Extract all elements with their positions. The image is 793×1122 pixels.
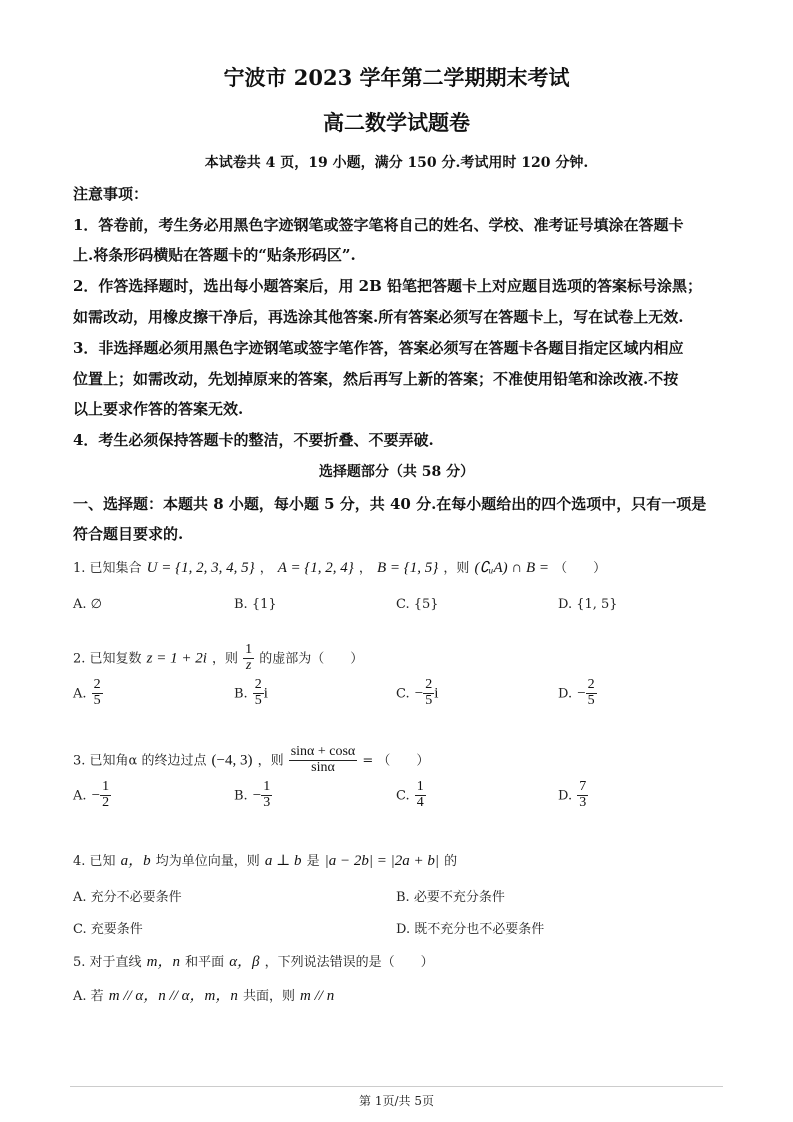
q3-option-a (73, 780, 111, 810)
q2-option-a (73, 678, 103, 708)
q5-planes: α，β (229, 954, 260, 970)
question-1 (73, 557, 606, 577)
q1-comma: ， (358, 561, 372, 576)
q3-a-den: 2 (102, 794, 110, 810)
note-4: 4．考生必须保持答题卡的整洁，不要折叠、不要弄破. (73, 431, 434, 449)
q1-set-u: U = {1, 2, 3, 4, 5} (146, 560, 255, 576)
q2-option-b (234, 678, 268, 708)
q4-condition: |a − 2b| = |2a + b| (324, 853, 440, 869)
q3-paren: = （ ） (362, 753, 430, 769)
q1-option-d: D. {1, 5} (558, 597, 618, 612)
q2-a-num: 2 (93, 677, 101, 692)
q3-c-label: C. (396, 788, 410, 804)
q3-option-b (234, 780, 272, 810)
q1-comma: ， (259, 561, 273, 576)
q4-option-a: A. 充分不必要条件 (73, 890, 182, 905)
note-3c: 以上要求作答的答案无效. (73, 400, 244, 418)
q5-tail: ，下列说法错误的是（ ） (264, 955, 434, 970)
q2-c-suffix: i (434, 685, 439, 702)
q1-then: ，则 (443, 561, 470, 576)
q5-a-cond: m // α，n // α，m，n (108, 988, 238, 1004)
q3-d-den: 3 (579, 794, 587, 810)
q2-reciprocal (243, 643, 254, 673)
q2-a-label: A. (73, 686, 87, 702)
notes-heading: 注意事项： (73, 185, 149, 203)
q3-b-label: B. (234, 788, 248, 804)
q1-set-a: A = {1, 2, 4} (277, 560, 354, 576)
page-number: 第 1页/共 5页 (359, 1094, 434, 1108)
q3-a-prefix: − (91, 787, 101, 804)
q2-a-frac (92, 678, 103, 708)
q3-c-den: 4 (416, 794, 424, 810)
q2-c-num: 2 (425, 677, 433, 692)
q2-d-frac (586, 678, 597, 708)
q1-option-a: A. ∅ (73, 597, 102, 612)
q4-perp: a ⊥ b (264, 853, 302, 869)
q2-b-label: B. (234, 686, 248, 702)
q3-stem: 3. 已知角α 的终边过点 (73, 753, 207, 769)
q3-b-num: 1 (263, 779, 271, 794)
question-2 (73, 643, 363, 673)
q1-expression: (∁ᵤA) ∩ B = (474, 560, 549, 576)
note-1b: 上.将条形码横贴在答题卡的“贴条形码区”. (73, 246, 356, 264)
q5-stem: 5. 对于直线 (73, 955, 142, 970)
q3-then: ，则 (257, 753, 284, 769)
q2-a-den: 5 (93, 692, 101, 708)
question-3 (73, 745, 429, 775)
q3-a-frac (100, 780, 111, 810)
q2-d-label: D. (558, 686, 573, 702)
q1-paren: （ ） (554, 561, 607, 576)
q3-option-d (558, 780, 588, 810)
q5-a-mid: 共面，则 (242, 989, 295, 1004)
q2-then: ，则 (211, 651, 238, 667)
question-4 (73, 849, 457, 870)
q5-a-result: m // n (300, 988, 335, 1004)
q2-c-label: C. (396, 686, 410, 702)
q2-b-num: 2 (254, 677, 262, 692)
q3-num: sinα + cosα (290, 744, 356, 759)
part1-line2: 符合题目要求的. (73, 525, 184, 543)
q3-b-frac (261, 780, 272, 810)
note-3b: 位置上；如需改动，先划掉原来的答案，然后再写上新的答案；不准使用铅笔和涂改液.不按 (73, 370, 679, 388)
exam-title: 宁波市 2023 学年第二学期期末考试 (223, 65, 570, 90)
q3-a-label: A. (73, 788, 87, 804)
q2-c-den: 5 (425, 692, 433, 708)
q2-recip-den: z (245, 657, 252, 673)
q4-option-d: D. 既不充分也不必要条件 (396, 922, 545, 937)
q3-d-frac (577, 780, 588, 810)
note-3a: 3．非选择题必须用黑色字迹钢笔或签字笔作答，答案必须写在答题卡各题目指定区域内相应 (73, 339, 684, 357)
q1-set-b: B = {1, 5} (377, 560, 439, 576)
q1-stem: 1. 已知集合 (73, 561, 142, 576)
note-2b: 如需改动，用橡皮擦干净后，再选涂其他答案.所有答案必须写在答题卡上，写在试卷上无效. (73, 308, 684, 326)
q3-den: sinα (311, 759, 335, 775)
q1-option-b: B. {1} (234, 597, 277, 612)
q2-option-c (396, 678, 438, 708)
q5-mid: 和平面 (185, 955, 225, 970)
q3-c-num: 1 (416, 779, 424, 794)
q3-d-label: D. (558, 788, 573, 804)
q3-d-num: 7 (579, 779, 587, 794)
q2-option-d (558, 678, 597, 708)
q2-c-frac (423, 678, 434, 708)
q4-mid: 均为单位向量，则 (155, 854, 260, 869)
section-heading: 选择题部分（共 58 分） (318, 464, 475, 480)
q4-stem: 4. 已知 (73, 854, 116, 869)
q4-is: 是 (306, 854, 320, 869)
note-1a: 1．答卷前，考生务必用黑色字迹钢笔或签字笔将自己的姓名、学校、准考证号填涂在答题卡 (73, 216, 684, 234)
q5-a-label: A. 若 (73, 989, 104, 1004)
q3-b-prefix: − (252, 787, 262, 804)
q4-option-b: B. 必要不充分条件 (396, 890, 505, 905)
q4-vectors: a，b (120, 853, 151, 869)
q2-b-suffix: i (263, 685, 268, 702)
question-5 (73, 950, 434, 971)
exam-info: 本试卷共 4 页，19 小题，满分 150 分.考试用时 120 分钟. (204, 155, 589, 171)
q5-option-a (73, 984, 334, 1005)
q4-tail: 的 (444, 854, 458, 869)
q2-after: 的虚部为（ ） (259, 651, 364, 667)
part1-line1: 一、选择题：本题共 8 小题，每小题 5 分，共 40 分.在每小题给出的四个选项中，只有一项是 (73, 495, 707, 513)
q2-b-frac (253, 678, 264, 708)
q4-option-c: C. 充要条件 (73, 922, 143, 937)
q5-lines: m，n (146, 954, 180, 970)
q3-a-num: 1 (102, 779, 110, 794)
q3-expression (289, 745, 358, 775)
q3-point: (−4, 3) (211, 752, 253, 769)
footer-divider (70, 1086, 723, 1087)
q2-recip-num: 1 (245, 642, 253, 657)
exam-subtitle: 高二数学试题卷 (323, 110, 470, 135)
q3-b-den: 3 (263, 794, 271, 810)
q3-c-frac (415, 780, 426, 810)
q2-z: z = 1 + 2i (146, 650, 207, 667)
q2-d-den: 5 (587, 692, 595, 708)
q2-stem: 2. 已知复数 (73, 651, 142, 667)
q2-d-prefix: − (577, 685, 586, 702)
q2-b-den: 5 (254, 692, 262, 708)
q1-option-c: C. {5} (396, 597, 439, 612)
q2-c-prefix: − (414, 685, 424, 702)
q3-option-c (396, 780, 426, 810)
q2-d-num: 2 (587, 677, 595, 692)
note-2a: 2．作答选择题时，选出每小题答案后，用 2B 铅笔把答题卡上对应题目选项的答案标号涂黑； (73, 277, 703, 295)
